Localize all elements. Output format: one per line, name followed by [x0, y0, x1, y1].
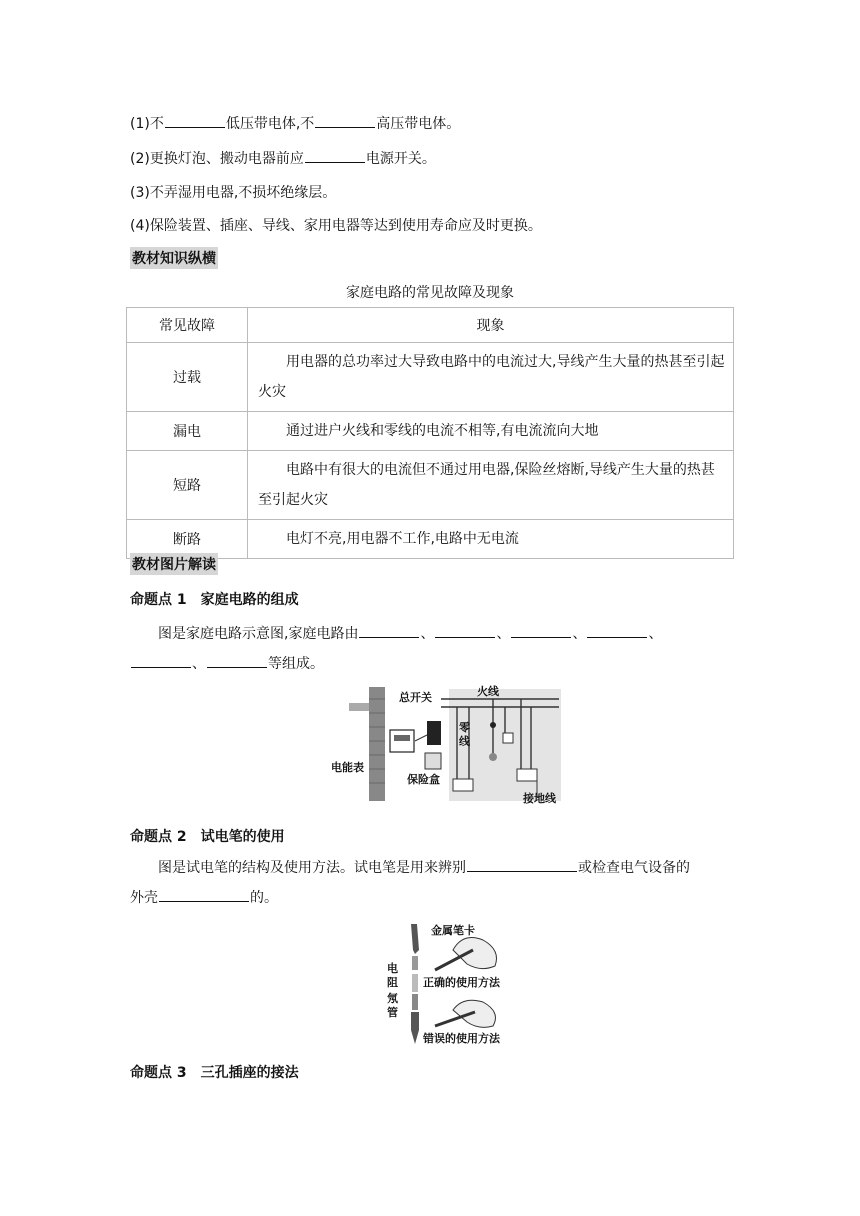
section-heading-knowledge: 教材知识纵横 [130, 247, 218, 269]
table-row [127, 451, 734, 520]
label-ground-wire: 接地线 [523, 792, 556, 805]
answer-blank[interactable] [131, 653, 191, 668]
answer-blank[interactable] [159, 887, 249, 902]
section-heading-figures: 教材图片解读 [130, 553, 218, 575]
safety-item-3: (3)不弄湿用电器,不损坏绝缘层。 [130, 185, 337, 201]
wall-shape [369, 687, 385, 801]
answer-blank[interactable] [359, 623, 419, 638]
fault-name: 过载 [127, 343, 248, 412]
label-main-switch: 总开关 [399, 691, 432, 704]
label-resistor-1: 电 [387, 962, 398, 975]
topic-2-text: 图是试电笔的结构及使用方法。试电笔是用来辨别 或检查电气设备的 外壳 的。 [130, 853, 735, 913]
switch-shape [427, 721, 441, 745]
label-fire-line: 火线 [477, 685, 499, 698]
answer-blank[interactable] [435, 623, 495, 638]
answer-blank[interactable] [511, 623, 571, 638]
label-metal-cap: 金属笔卡 [431, 924, 475, 937]
table-header-row [127, 308, 734, 343]
header-fault: 常见故障 [127, 308, 248, 343]
answer-blank[interactable] [207, 653, 267, 668]
safety-item-4: (4)保险装置、插座、导线、家用电器等达到使用寿命应及时更换。 [130, 218, 542, 234]
fault-desc: 电路中有很大的电流但不通过用电器,保险丝熔断,导线产生大量的热甚至引起火灾 [248, 451, 734, 520]
test-pen-figure [383, 920, 513, 1048]
label-neon-1: 氖 [387, 992, 398, 1005]
label-neon-2: 管 [387, 1006, 398, 1019]
answer-blank[interactable] [315, 113, 375, 128]
fuse-shape [425, 753, 441, 769]
fault-name: 断路 [127, 520, 248, 559]
table-caption: 家庭电路的常见故障及现象 [346, 285, 514, 301]
label-correct-method: 正确的使用方法 [423, 976, 500, 989]
answer-blank[interactable] [467, 857, 577, 872]
fault-desc: 通过进户火线和零线的电流不相等,有电流流向大地 [248, 412, 734, 451]
fault-table [126, 307, 734, 559]
topic-2-heading: 命题点 2 试电笔的使用 [130, 829, 285, 845]
fault-desc: 电灯不亮,用电器不工作,电路中无电流 [248, 520, 734, 559]
fault-desc: 用电器的总功率过大导致电路中的电流过大,导线产生大量的热甚至引起火灾 [248, 343, 734, 412]
label-fuse-box: 保险盒 [407, 773, 440, 786]
label-zero-line-1: 零 [459, 721, 470, 734]
fault-name: 短路 [127, 451, 248, 520]
header-desc: 现象 [248, 308, 734, 343]
topic-1-heading: 命题点 1 家庭电路的组成 [130, 592, 299, 608]
topic-3-heading: 命题点 3 三孔插座的接法 [130, 1065, 299, 1081]
answer-blank[interactable] [165, 113, 225, 128]
table-row [127, 343, 734, 412]
label-zero-line-2: 线 [459, 735, 470, 748]
safety-item-1: (1)不 低压带电体,不 高压带电体。 [130, 113, 460, 133]
topic-1-text: 图是家庭电路示意图,家庭电路由 、 、 、 、 、 等组成。 [130, 619, 735, 679]
household-circuit-figure [331, 685, 565, 805]
label-meter: 电能表 [331, 761, 364, 774]
answer-blank[interactable] [587, 623, 647, 638]
answer-blank[interactable] [305, 148, 365, 163]
label-wrong-method: 错误的使用方法 [423, 1032, 500, 1045]
fault-name: 漏电 [127, 412, 248, 451]
label-resistor-2: 阻 [387, 976, 398, 989]
insulator-shape [349, 703, 369, 711]
safety-item-2: (2)更换灯泡、搬动电器前应 电源开关。 [130, 148, 436, 168]
table-row [127, 412, 734, 451]
